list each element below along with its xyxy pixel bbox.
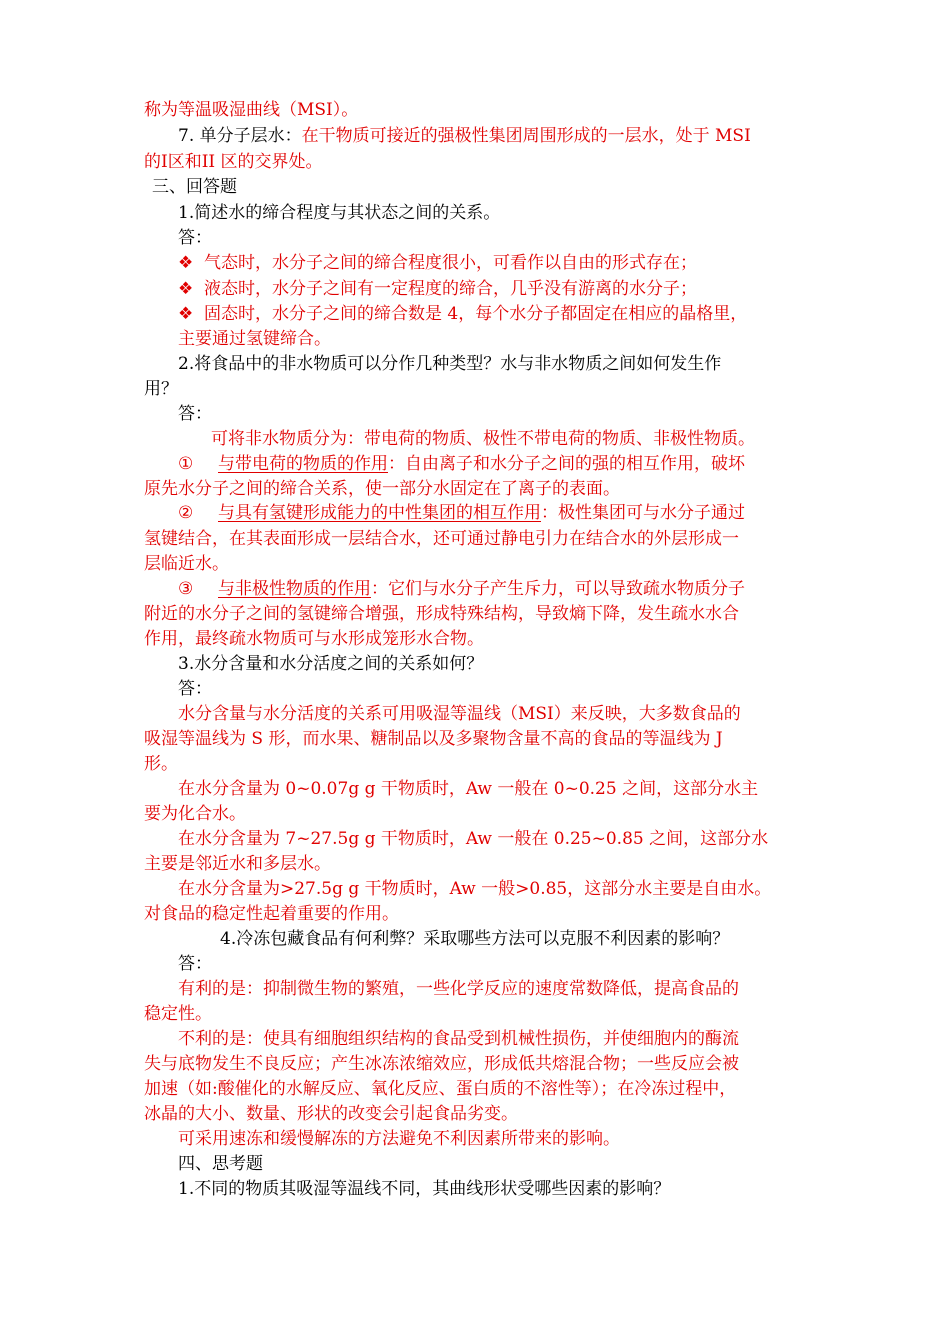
text-line: 对食品的稳定性起着重要的作用。 — [144, 904, 399, 924]
numbered-item — [178, 576, 810, 602]
numbered-item — [178, 451, 810, 477]
text-line: 失与底物发生不良反应；产生冰冻浓缩效应，形成低共熔混合物；一些反应会被 — [144, 1054, 739, 1074]
circled-number: ③ — [178, 579, 194, 599]
bullet-item — [178, 301, 810, 327]
text-line: 不利的是：使具有细胞组织结构的食品受到机械性损伤，并使细胞内的酶流 — [178, 1029, 739, 1049]
text-line: 可将非水物质分为：带电荷的物质、极性不带电荷的物质、非极性物质。 — [211, 429, 755, 449]
text-line: 主要通过氢键缔合。 — [178, 329, 331, 349]
text-line: 在水分含量为 7~27.5g g 干物质时，Aw 一般在 0.25~0.85 之间，这部分水 — [178, 829, 769, 849]
text-line: 加速（如:酸催化的水解反应、氧化反应、蛋白质的不溶性等）；在冷冻过程中， — [144, 1079, 737, 1099]
text-line: 冰晶的大小、数量、形状的改变会引起食品劣变。 — [144, 1104, 518, 1124]
definition-text: 在干物质可接近的强极性集团周围形成的一层水，处于 MSI — [301, 126, 751, 146]
text-line: 形。 — [144, 754, 178, 774]
text-line: 附近的水分子之间的氢键缔合增强，形成特殊结构，导致熵下降，发生疏水水合 — [144, 604, 739, 624]
definition-term: 7. 单分子层水： — [178, 126, 302, 146]
text-line: 有利的是：抑制微生物的繁殖，一些化学反应的速度常数降低，提高食品的 — [178, 979, 739, 999]
question-line: 3.水分含量和水分活度之间的关系如何？ — [178, 654, 484, 674]
diamond-bullet-icon: ❖ — [178, 253, 194, 273]
answer-label: 答： — [178, 954, 212, 974]
question-line: 1.简述水的缔合程度与其状态之间的关系。 — [178, 203, 501, 223]
text-line: 层临近水。 — [144, 554, 229, 574]
text-line: 作用，最终疏水物质可与水形成笼形水合物。 — [144, 629, 484, 649]
diamond-bullet-icon: ❖ — [178, 279, 194, 299]
item-title: 与具有氢键形成能力的中性集团的相互作用 — [218, 503, 541, 523]
circled-number: ① — [178, 454, 194, 474]
definition-line — [178, 123, 810, 149]
text-line: 的Ⅰ区和ⅠI 区的交界处。 — [144, 152, 323, 172]
text-line: 稳定性。 — [144, 1004, 212, 1024]
section-heading: 三、回答题 — [152, 177, 237, 197]
item-text: ：极性集团可与水分子通过 — [541, 503, 745, 523]
bullet-text: 液态时，水分子之间有一定程度的缔合，几乎没有游离的水分子； — [204, 279, 697, 299]
question-line: 4.冷冻包藏食品有何利弊？采取哪些方法可以克服不利因素的影响？ — [220, 929, 730, 949]
answer-label: 答： — [178, 679, 212, 699]
text-line: 要为化合水。 — [144, 804, 246, 824]
numbered-item — [178, 500, 810, 526]
text-line: 原先水分子之间的缔合关系，使一部分水固定在了离子的表面。 — [144, 479, 620, 499]
text-line: 主要是邻近水和多层水。 — [144, 854, 331, 874]
section-heading: 四、思考题 — [178, 1154, 263, 1174]
text-line: 称为等温吸湿曲线（MSI）。 — [144, 100, 359, 120]
bullet-text: 气态时，水分子之间的缔合程度很小，可看作以自由的形式存在； — [204, 253, 697, 273]
question-line: 1.不同的物质其吸湿等温线不同，其曲线形状受哪些因素的影响？ — [178, 1179, 671, 1199]
circled-number: ② — [178, 503, 194, 523]
question-line: 用？ — [144, 379, 178, 399]
bullet-item — [178, 276, 810, 302]
answer-label: 答： — [178, 228, 212, 248]
text-line: 在水分含量为>27.5g g 干物质时，Aw 一般>0.85，这部分水主要是自由水。 — [178, 879, 772, 899]
text-line: 在水分含量为 0~0.07g g 干物质时，Aw 一般在 0~0.25 之间，这部分水主 — [178, 779, 759, 799]
bullet-item — [178, 250, 810, 276]
item-title: 与带电荷的物质的作用 — [218, 454, 388, 474]
text-line: 水分含量与水分活度的关系可用吸湿等温线（MSI）来反映，大多数食品的 — [178, 704, 741, 724]
bullet-text: 固态时，水分子之间的缔合数是 4，每个水分子都固定在相应的晶格里， — [204, 304, 748, 324]
text-line: 吸湿等温线为 S 形，而水果、糖制品以及多聚物含量不高的食品的等温线为 J — [144, 729, 723, 749]
item-title: 与非极性物质的作用 — [218, 579, 371, 599]
item-text: ：它们与水分子产生斥力，可以导致疏水物质分子 — [371, 579, 745, 599]
item-text: ：自由离子和水分子之间的强的相互作用，破坏 — [388, 454, 745, 474]
answer-label: 答： — [178, 404, 212, 424]
text-line: 可采用速冻和缓慢解冻的方法避免不利因素所带来的影响。 — [178, 1129, 620, 1149]
text-line: 氢键结合，在其表面形成一层结合水，还可通过静电引力在结合水的外层形成一 — [144, 529, 739, 549]
diamond-bullet-icon: ❖ — [178, 304, 194, 324]
question-line: 2.将食品中的非水物质可以分作几种类型？水与非水物质之间如何发生作 — [178, 354, 722, 374]
